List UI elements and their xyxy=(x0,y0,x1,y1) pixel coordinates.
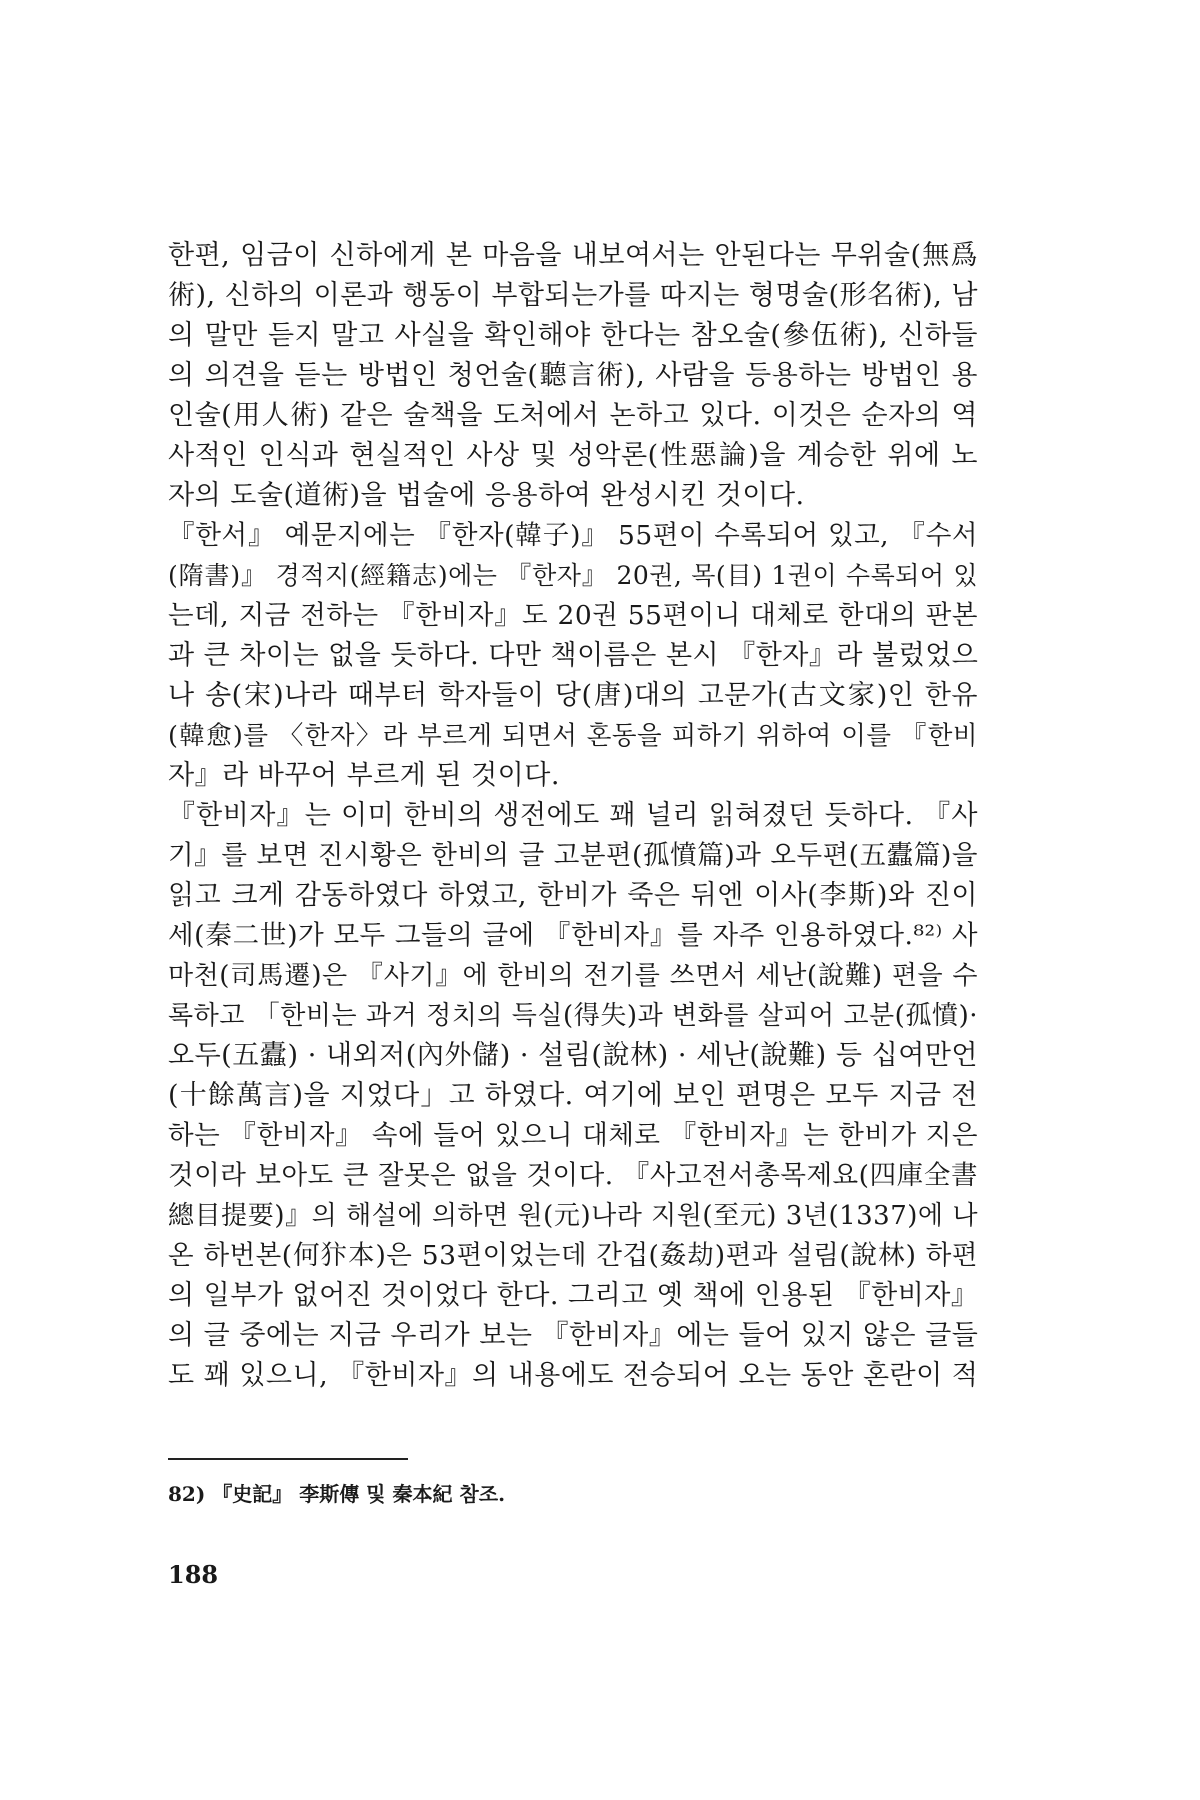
text-line: 한편, 임금이 신하에게 본 마음을 내보여서는 안된다는 무위술(無爲 xyxy=(168,240,978,271)
text-line: 인술(用人術) 같은 술책을 도처에서 논하고 있다. 이것은 순자의 역 xyxy=(168,400,978,431)
text-line: (隋書)』 경적지(經籍志)에는 『한자』 20권, 목(目) 1권이 수록되어 있 xyxy=(168,561,978,590)
text-line: (韓愈)를 〈한자〉라 부르게 되면서 혼동을 피하기 위하여 이를 『한비 xyxy=(168,721,978,751)
text-line: 것이라 보아도 큰 잘못은 없을 것이다. 『사고전서총목제요(四庫全書 xyxy=(168,1160,978,1191)
text-line: 오두(五蠹) · 내외저(內外儲) · 설림(說林) · 세난(說難) 등 십여만언 xyxy=(168,1040,978,1071)
text-line: (十餘萬言)을 지었다」고 하였다. 여기에 보인 편명은 모두 지금 전 xyxy=(168,1080,978,1111)
text-line: 『한서』 예문지에는 『한자(韓子)』 55편이 수록되어 있고, 『수서 xyxy=(168,520,978,551)
text-line: 『한비자』는 이미 한비의 생전에도 꽤 널리 읽혀졌던 듯하다. 『사 xyxy=(168,800,978,831)
text-line: 의 일부가 없어진 것이었다 한다. 그리고 옛 책에 인용된 『한비자』 xyxy=(168,1280,979,1311)
text-line: 의 글 중에는 지금 우리가 보는 『한비자』에는 들어 있지 않은 글들 xyxy=(168,1320,979,1351)
text-line: 術), 신하의 이론과 행동이 부합되는가를 따지는 형명술(形名術), 남 xyxy=(168,280,978,311)
text-line: 록하고 「한비는 과거 정치의 득실(得失)과 변화를 살피어 고분(孤憤)· xyxy=(168,1001,978,1031)
text-line: 사적인 인식과 현실적인 사상 및 성악론(性惡論)을 계승한 위에 노 xyxy=(168,440,978,471)
text-line: 도 꽤 있으니, 『한비자』의 내용에도 전승되어 오는 동안 혼란이 적 xyxy=(168,1360,979,1391)
text-line: 자의 도술(道術)을 법술에 응용하여 완성시킨 것이다. xyxy=(168,480,805,511)
text-line: 의 의견을 듣는 방법인 청언술(聽言術), 사람을 등용하는 방법인 용 xyxy=(168,360,978,391)
page-number: 188 xyxy=(168,1560,219,1589)
text-line: 자』라 바꾸어 부르게 된 것이다. xyxy=(168,760,560,791)
text-line: 온 하번본(何犿本)은 53편이었는데 간겁(姦劫)편과 설림(說林) 하편 xyxy=(168,1240,978,1271)
footnote-divider xyxy=(168,1458,408,1460)
text-line: 과 큰 차이는 없을 듯하다. 다만 책이름은 본시 『한자』라 불렀었으 xyxy=(168,640,979,671)
text-line: 마천(司馬遷)은 『사기』에 한비의 전기를 쓰면서 세난(說難) 편을 수 xyxy=(168,961,978,991)
text-line: 의 말만 듣지 말고 사실을 확인해야 한다는 참오술(參伍術), 신하들 xyxy=(168,320,978,351)
body-text xyxy=(168,236,978,1396)
footnote: 82) 『史記』 李斯傳 및 秦本紀 참조. xyxy=(168,1482,506,1506)
text-line: 總目提要)』의 해설에 의하면 원(元)나라 지원(至元) 3년(1337)에 나 xyxy=(168,1201,978,1231)
text-line: 세(秦二世)가 모두 그들의 글에 『한비자』를 자주 인용하였다.⁸²⁾ 사 xyxy=(168,920,978,951)
text-line: 는데, 지금 전하는 『한비자』도 20권 55편이니 대체로 한대의 판본 xyxy=(168,600,978,631)
text-line: 나 송(宋)나라 때부터 학자들이 당(唐)대의 고문가(古文家)인 한유 xyxy=(168,680,978,711)
text-line: 기』를 보면 진시황은 한비의 글 고분편(孤憤篇)과 오두편(五蠹篇)을 xyxy=(168,840,978,871)
text-line: 하는 『한비자』 속에 들어 있으니 대체로 『한비자』는 한비가 지은 xyxy=(168,1120,978,1151)
text-line: 읽고 크게 감동하였다 하였고, 한비가 죽은 뒤엔 이사(李斯)와 진이 xyxy=(168,880,978,911)
